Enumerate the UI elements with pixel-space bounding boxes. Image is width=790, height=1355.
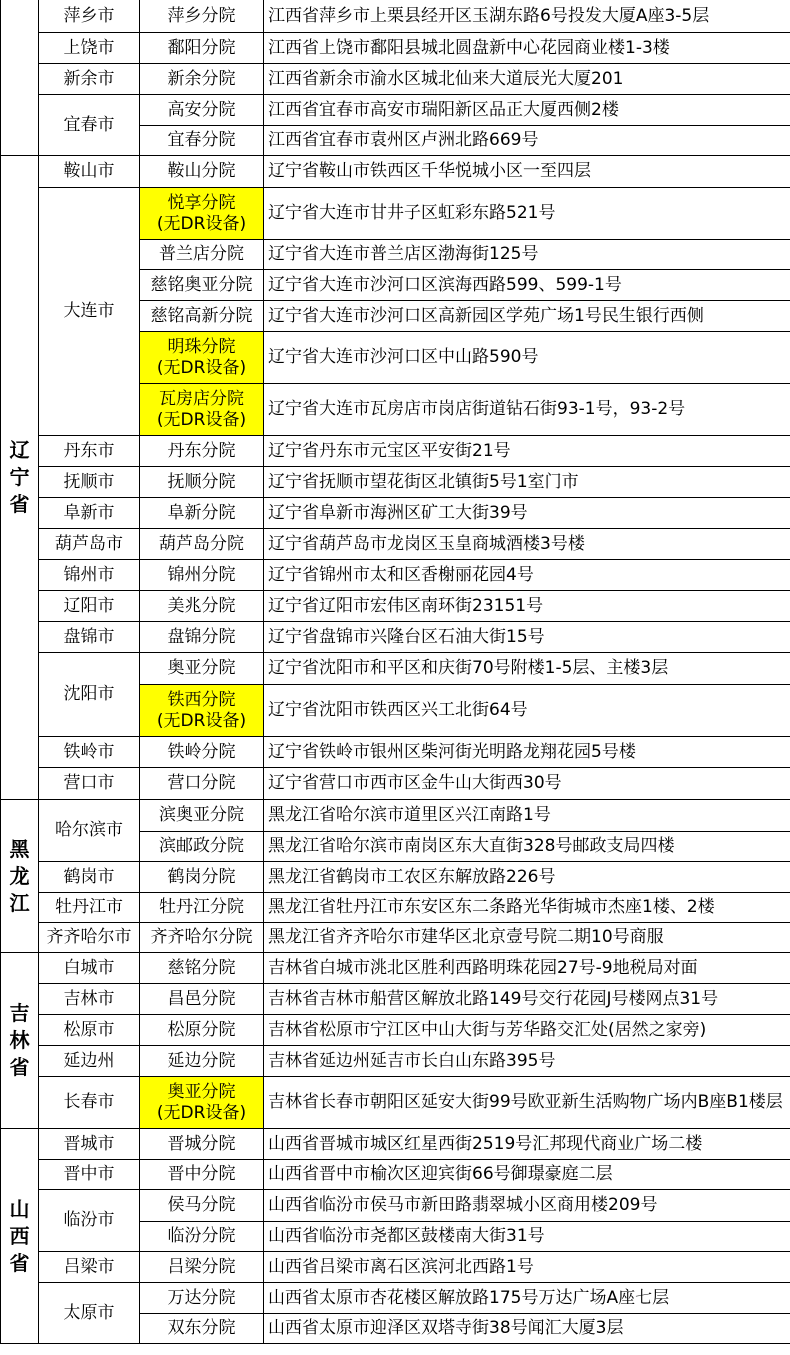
branch-cell xyxy=(140,384,264,436)
province-char: 辽 xyxy=(9,438,30,462)
province-char: 省 xyxy=(9,1250,30,1275)
address-cell: 黑龙江省齐齐哈尔市建华区北京壹号院二期10号商服 xyxy=(264,923,790,953)
branch-name: 奥亚分院 xyxy=(167,658,236,678)
address-cell: 吉林省吉林市船营区解放北路149号交行花园J号楼网点31号 xyxy=(264,984,790,1015)
table-row xyxy=(1,1015,790,1046)
branch-name: 晋中分院 xyxy=(167,1164,236,1184)
city-cell: 长春市 xyxy=(39,1077,140,1129)
city-cell: 萍乡市 xyxy=(39,0,140,33)
city-cell: 阜新市 xyxy=(39,498,140,529)
branch-name: 松原分院 xyxy=(167,1019,236,1040)
branch-cell xyxy=(140,768,264,800)
branch-cell xyxy=(140,1252,264,1283)
table-row xyxy=(1,737,790,768)
branch-cell xyxy=(140,893,264,923)
branch-cell xyxy=(140,332,264,384)
city-cell: 晋城市 xyxy=(39,1129,140,1160)
branch-cell xyxy=(140,1129,264,1160)
address-cell: 江西省宜春市袁州区卢洲北路669号 xyxy=(264,126,790,156)
branch-name: 晋城分院 xyxy=(167,1133,236,1154)
table-row xyxy=(1,95,790,126)
branch-name: 延边分院 xyxy=(167,1050,236,1071)
branch-cell xyxy=(140,33,264,64)
branch-name: 葫芦岛分院 xyxy=(159,533,244,554)
table-row xyxy=(1,188,790,240)
province-char: 宁 xyxy=(9,465,30,489)
branch-cell xyxy=(140,953,264,984)
branch-cell xyxy=(140,301,264,332)
branch-name: 鹤岗分院 xyxy=(167,866,236,887)
city-cell: 白城市 xyxy=(39,953,140,984)
branch-name: 牡丹江分院 xyxy=(159,897,244,917)
branch-cell xyxy=(140,1015,264,1046)
city-cell: 葫芦岛市 xyxy=(39,529,140,560)
address-cell: 辽宁省铁岭市银州区柴河街光明路龙翔花园5号楼 xyxy=(264,737,790,768)
branch-note: (无DR设备) xyxy=(156,1102,247,1123)
address-cell: 辽宁省葫芦岛市龙岗区玉皇商城酒楼3号楼 xyxy=(264,529,790,560)
branch-cell xyxy=(140,1283,264,1314)
table-body xyxy=(1,0,790,1344)
city-cell: 盘锦市 xyxy=(39,622,140,653)
table-row xyxy=(1,893,790,923)
branch-cell xyxy=(140,126,264,156)
address-cell: 江西省宜春市高安市瑞阳新区品正大厦西侧2楼 xyxy=(264,95,790,126)
address-cell: 江西省新余市渝水区城北仙来大道辰光大厦201 xyxy=(264,64,790,95)
address-cell: 江西省上饶市鄱阳县城北圆盘新中心花园商业楼1-3楼 xyxy=(264,33,790,64)
table-row xyxy=(1,560,790,591)
branch-cell xyxy=(140,0,264,33)
table-row xyxy=(1,1283,790,1314)
province-char: 吉 xyxy=(9,1001,30,1025)
province-cell xyxy=(1,800,39,953)
city-cell: 松原市 xyxy=(39,1015,140,1046)
city-cell: 齐齐哈尔市 xyxy=(39,923,140,953)
address-cell: 辽宁省锦州市太和区香榭丽花园4号 xyxy=(264,560,790,591)
city-cell: 牡丹江市 xyxy=(39,893,140,923)
province-char: 林 xyxy=(9,1028,30,1052)
branch-name: 营口分院 xyxy=(167,773,236,793)
province-cell xyxy=(1,1129,39,1344)
table-row xyxy=(1,1160,790,1190)
table-row xyxy=(1,64,790,95)
table-row xyxy=(1,1046,790,1077)
branch-name: 奥亚分院 xyxy=(167,1081,236,1102)
address-cell: 辽宁省阜新市海洲区矿工大街39号 xyxy=(264,498,790,529)
province-char: 龙 xyxy=(9,863,30,888)
address-cell: 山西省吕梁市离石区滨河北西路1号 xyxy=(264,1252,790,1283)
branch-name: 齐齐哈尔分院 xyxy=(150,927,253,947)
branch-cell xyxy=(140,1222,264,1252)
city-cell: 晋中市 xyxy=(39,1160,140,1190)
city-cell: 太原市 xyxy=(39,1283,140,1344)
province-cell xyxy=(1,953,39,1129)
branch-cell xyxy=(140,622,264,653)
branch-cell xyxy=(140,1046,264,1077)
city-cell: 辽阳市 xyxy=(39,591,140,622)
province-char: 省 xyxy=(9,1055,30,1079)
province-char: 黑 xyxy=(9,836,30,861)
branch-cell xyxy=(140,529,264,560)
branch-cell xyxy=(140,1077,264,1129)
city-cell: 吕梁市 xyxy=(39,1252,140,1283)
branch-name: 吕梁分院 xyxy=(167,1256,236,1277)
branch-cell xyxy=(140,1160,264,1190)
table-row xyxy=(1,529,790,560)
table-row xyxy=(1,800,790,832)
city-cell: 抚顺市 xyxy=(39,467,140,498)
city-cell: 铁岭市 xyxy=(39,737,140,768)
address-cell: 辽宁省抚顺市望花街区北镇街5号1室门市 xyxy=(264,467,790,498)
address-cell: 吉林省长春市朝阳区延安大街99号欧亚新生活购物广场内B座B1楼层 xyxy=(264,1077,790,1129)
province-char: 江 xyxy=(9,890,30,915)
address-cell: 吉林省延边州延吉市长白山东路395号 xyxy=(264,1046,790,1077)
table-row xyxy=(1,923,790,953)
branch-name: 慈铭奥亚分院 xyxy=(150,274,253,295)
branch-name: 万达分院 xyxy=(167,1287,236,1308)
table-row xyxy=(1,156,790,188)
branch-cell xyxy=(140,685,264,737)
address-cell: 辽宁省大连市沙河口区中山路590号 xyxy=(264,332,790,384)
address-cell: 黑龙江省哈尔滨市南岗区东大直街328号邮政支局四楼 xyxy=(264,832,790,862)
address-cell: 辽宁省沈阳市和平区和庆街70号附楼1-5层、主楼3层 xyxy=(264,653,790,685)
branch-name: 慈铭高新分院 xyxy=(150,305,253,326)
branch-cell xyxy=(140,95,264,126)
address-cell: 黑龙江省鹤岗市工农区东解放路226号 xyxy=(264,862,790,893)
table-row xyxy=(1,984,790,1015)
branch-cell xyxy=(140,653,264,685)
province-cell xyxy=(1,0,39,156)
address-cell: 辽宁省辽阳市宏伟区南环街23151号 xyxy=(264,591,790,622)
branch-note: (无DR设备) xyxy=(156,710,247,731)
branch-cell xyxy=(140,467,264,498)
branch-name: 锦州分院 xyxy=(167,564,236,585)
branch-name: 普兰店分院 xyxy=(159,244,244,264)
branch-name: 侯马分院 xyxy=(167,1195,236,1215)
address-cell: 山西省太原市迎泽区双塔寺街38号闻汇大厦3层 xyxy=(264,1314,790,1344)
address-cell: 山西省太原市杏花楼区解放路175号万达广场A座七层 xyxy=(264,1283,790,1314)
branch-name: 丹东分院 xyxy=(167,440,236,461)
address-cell: 辽宁省沈阳市铁西区兴工北街64号 xyxy=(264,685,790,737)
address-cell: 辽宁省大连市甘井子区虹彩东路521号 xyxy=(264,188,790,240)
city-cell: 大连市 xyxy=(39,188,140,436)
branch-name: 双东分院 xyxy=(167,1318,236,1338)
table-row xyxy=(1,953,790,984)
branch-cell xyxy=(140,832,264,862)
address-cell: 山西省晋中市榆次区迎宾街66号御璟豪庭二层 xyxy=(264,1160,790,1190)
city-cell: 延边州 xyxy=(39,1046,140,1077)
table-row xyxy=(1,436,790,467)
branch-name: 悦享分院 xyxy=(167,192,236,213)
address-cell: 山西省临汾市尧都区鼓楼南大街31号 xyxy=(264,1222,790,1252)
branch-name: 滨邮政分院 xyxy=(159,836,244,856)
table-row xyxy=(1,1129,790,1160)
city-cell: 沈阳市 xyxy=(39,653,140,737)
address-cell: 辽宁省营口市西市区金牛山大街西30号 xyxy=(264,768,790,800)
city-cell: 临汾市 xyxy=(39,1190,140,1252)
branch-name: 阜新分院 xyxy=(167,502,236,523)
city-cell: 吉林市 xyxy=(39,984,140,1015)
province-char: 山 xyxy=(9,1196,30,1221)
table-row xyxy=(1,1077,790,1129)
province-cell xyxy=(1,156,39,800)
branch-name: 慈铭分院 xyxy=(167,957,236,978)
table-row xyxy=(1,33,790,64)
branch-cell xyxy=(140,984,264,1015)
branch-note: (无DR设备) xyxy=(156,409,247,430)
province-char: 省 xyxy=(9,492,30,516)
branch-cell xyxy=(140,240,264,270)
branch-cell xyxy=(140,188,264,240)
address-cell: 江西省萍乡市上栗县经开区玉湖东路6号投发大厦A座3-5层 xyxy=(264,0,790,33)
branch-cell xyxy=(140,923,264,953)
branch-cell xyxy=(140,270,264,301)
branch-name: 鞍山分院 xyxy=(167,161,236,181)
address-cell: 辽宁省大连市普兰店区渤海街125号 xyxy=(264,240,790,270)
branch-name: 美兆分院 xyxy=(167,595,236,616)
address-cell: 辽宁省丹东市元宝区平安街21号 xyxy=(264,436,790,467)
table-row xyxy=(1,591,790,622)
branch-cell xyxy=(140,800,264,832)
branch-cell xyxy=(140,1190,264,1222)
branch-note: (无DR设备) xyxy=(156,213,247,234)
address-cell: 辽宁省大连市沙河口区高新园区学苑广场1号民生银行西侧 xyxy=(264,301,790,332)
city-cell: 营口市 xyxy=(39,768,140,800)
branch-cell xyxy=(140,64,264,95)
address-cell: 辽宁省大连市沙河口区滨海西路599、599-1号 xyxy=(264,270,790,301)
branch-name: 抚顺分院 xyxy=(167,471,236,492)
branch-name: 新余分院 xyxy=(167,68,236,89)
address-cell: 黑龙江省牡丹江市东安区东二条路光华街城市杰座1楼、2楼 xyxy=(264,893,790,923)
province-char: 西 xyxy=(9,1223,30,1248)
city-cell: 哈尔滨市 xyxy=(39,800,140,862)
table-row xyxy=(1,862,790,893)
branch-cell xyxy=(140,737,264,768)
table-row xyxy=(1,653,790,685)
table-row xyxy=(1,1190,790,1222)
branch-cell xyxy=(140,498,264,529)
branch-cell xyxy=(140,591,264,622)
address-cell: 吉林省白城市洮北区胜利西路明珠花园27号-9地税局对面 xyxy=(264,953,790,984)
city-cell: 鹤岗市 xyxy=(39,862,140,893)
branch-name: 昌邑分院 xyxy=(167,988,236,1009)
branch-name: 高安分院 xyxy=(167,99,236,120)
city-cell: 丹东市 xyxy=(39,436,140,467)
branch-name: 鄱阳分院 xyxy=(167,37,236,58)
branch-cell xyxy=(140,156,264,188)
table-row xyxy=(1,0,790,33)
address-cell: 吉林省松原市宁江区中山大街与芳华路交汇处(居然之家旁) xyxy=(264,1015,790,1046)
address-cell: 山西省晋城市城区红星西街2519号汇邦现代商业广场二楼 xyxy=(264,1129,790,1160)
address-cell: 黑龙江省哈尔滨市道里区兴江南路1号 xyxy=(264,800,790,832)
branch-cell xyxy=(140,560,264,591)
table-row xyxy=(1,467,790,498)
table-row xyxy=(1,768,790,800)
branch-note: (无DR设备) xyxy=(156,357,247,378)
branch-cell xyxy=(140,1314,264,1344)
city-cell: 锦州市 xyxy=(39,560,140,591)
address-cell: 辽宁省盘锦市兴隆台区石油大街15号 xyxy=(264,622,790,653)
address-cell: 辽宁省大连市瓦房店市岗店街道钻石街93-1号，93-2号 xyxy=(264,384,790,436)
city-cell: 鞍山市 xyxy=(39,156,140,188)
branch-name: 宜春分院 xyxy=(167,130,236,150)
branch-name: 盘锦分院 xyxy=(167,626,236,647)
branch-cell xyxy=(140,436,264,467)
branch-name: 瓦房店分院 xyxy=(159,388,244,409)
city-cell: 上饶市 xyxy=(39,33,140,64)
table-row xyxy=(1,1252,790,1283)
city-cell: 宜春市 xyxy=(39,95,140,156)
table-row xyxy=(1,498,790,529)
table-row xyxy=(1,622,790,653)
address-cell: 辽宁省鞍山市铁西区千华悦城小区一至四层 xyxy=(264,156,790,188)
branch-name: 滨奥亚分院 xyxy=(159,805,244,825)
branch-name: 铁岭分院 xyxy=(167,741,236,762)
branch-name: 萍乡分院 xyxy=(167,5,236,26)
branch-name: 铁西分院 xyxy=(167,689,236,710)
branch-name: 明珠分院 xyxy=(167,336,236,357)
branch-cell xyxy=(140,862,264,893)
address-cell: 山西省临汾市侯马市新田路翡翠城小区商用楼209号 xyxy=(264,1190,790,1222)
branch-name: 临汾分院 xyxy=(167,1226,236,1246)
city-cell: 新余市 xyxy=(39,64,140,95)
